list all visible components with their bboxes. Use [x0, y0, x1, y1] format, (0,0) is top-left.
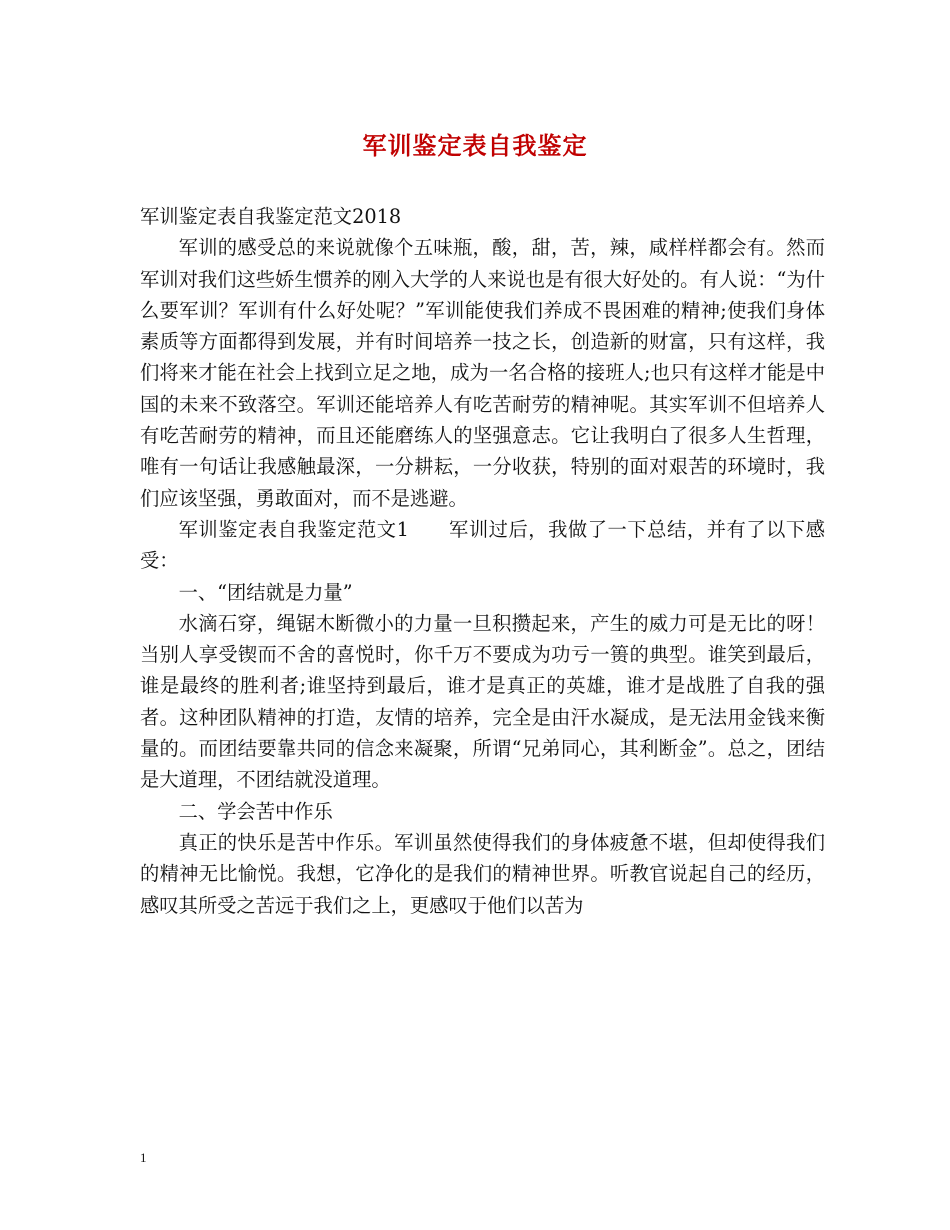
page-number: 1 — [140, 1150, 147, 1165]
section-heading: 一、“团结就是力量” — [178, 580, 353, 604]
document-title: 军训鉴定表自我鉴定 — [362, 131, 588, 160]
body-paragraph: 军训鉴定表自我鉴定范文1 军训过后，我做了一下总结，并有了以下感受： — [140, 517, 825, 573]
body-paragraph: 水滴石穿，绳锯木断微小的力量一旦积攒起来，产生的威力可是无比的呀！当别人享受锲而不舍的喜悦时，你千万不要成为功亏一篑的典型。谁笑到最后，谁是最终的胜利者;谁坚持到最后，谁才是真正的英雄，谁才是战胜了自我的强者。这种团队精神的打造，友情的培养，完全是由汗水凝成，是无法用金钱来衡量的。而团结要靠共同的信念来凝聚，所谓“兄弟同心，其利断金”。总之，团结是大道理，不团结就没道理。 — [140, 611, 825, 792]
section-heading: 二、学会苦中作乐 — [178, 799, 333, 823]
body-paragraph: 军训的感受总的来说就像个五味瓶，酸，甜，苦，辣，咸样样都会有。然而军训对我们这些娇生惯养的刚入大学的人来说也是有很大好处的。有人说：“为什么要军训？军训有什么好处呢？”军训能使我们养成不畏困难的精神;使我们身体素质等方面都得到发展，并有时间培养一技之长，创造新的财富，只有这样，我们将来才能在社会上找到立足之地，成为一名合格的接班人;也只有这样才能是中国的未来不致落空。军训还能培养人有吃苦耐劳的精神呢。其实军训不但培养人有吃苦耐劳的精神，而且还能磨练人的坚强意志。它让我明白了很多人生哲理，唯有一句话让我感触最深，一分耕耘，一分收获，特别的面对艰苦的环境时，我们应该坚强，勇敢面对，而不是逃避。 — [140, 236, 825, 510]
document-body — [140, 201, 825, 921]
body-paragraph: 真正的快乐是苦中作乐。军训虽然使得我们的身体疲惫不堪，但却使得我们的精神无比愉悦。我想，它净化的是我们的精神世界。听教官说起自己的经历，感叹其所受之苦远于我们之上，更感叹于他们以苦为 — [140, 830, 825, 917]
subtitle-paragraph: 军训鉴定表自我鉴定范文2018 — [140, 205, 402, 228]
